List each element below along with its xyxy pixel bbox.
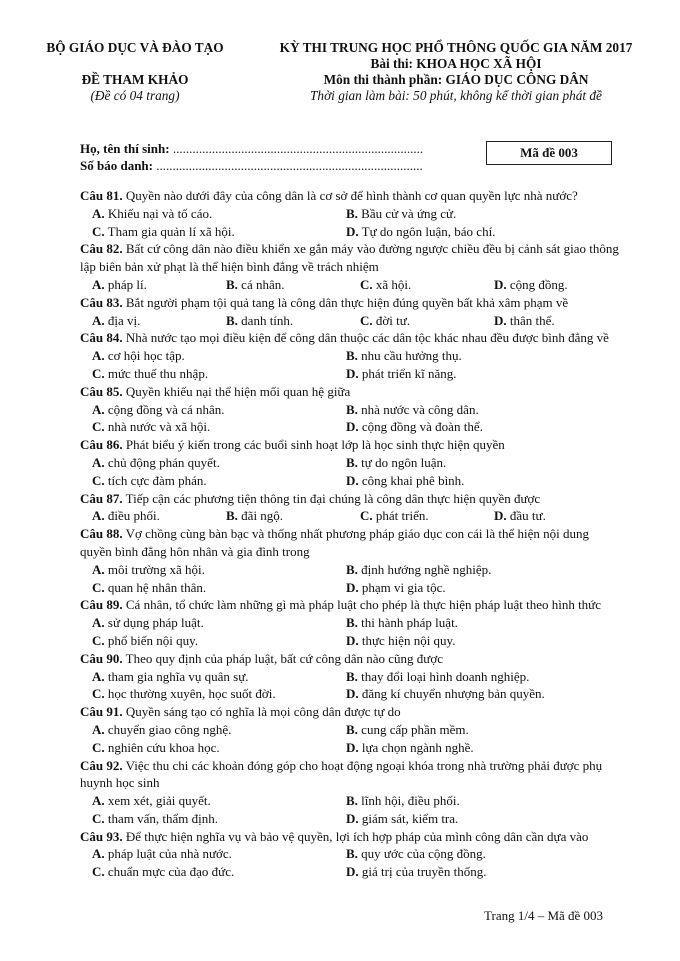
option-letter: B. [346, 793, 358, 809]
option-letter: D. [494, 312, 507, 328]
option-row [80, 365, 620, 383]
option-letter: C. [92, 810, 105, 826]
answer-option[interactable] [226, 312, 293, 330]
question-item [80, 436, 620, 489]
option-text: cộng đồng và cá nhân. [107, 401, 225, 417]
option-letter: C. [92, 686, 105, 702]
option-text: Khiếu nại và tố cáo. [107, 205, 213, 221]
option-letter: A. [92, 846, 105, 862]
option-text: xem xét, giải quyết. [107, 793, 211, 809]
option-letter: B. [226, 276, 238, 292]
option-letter: C. [92, 579, 105, 595]
option-letter: A. [92, 721, 105, 737]
question-text: Việc thu chi các khoản đóng góp cho hoạt động ngoại khóa trong nhà trường phải được phụ huynh học sinh [80, 757, 603, 791]
option-text: môi trường xã hội. [107, 561, 205, 577]
option-text: chuyển giao công nghệ. [107, 721, 232, 737]
answer-option[interactable] [92, 205, 212, 223]
option-text: cộng đồng. [509, 276, 568, 292]
option-text: nhu cầu hưởng thụ. [361, 348, 462, 364]
option-row [80, 685, 620, 703]
time-note: Thời gian làm bài: 50 phút, không kể thời gian phát đề [310, 88, 602, 103]
answer-option[interactable] [346, 632, 455, 650]
answer-option[interactable] [92, 312, 140, 330]
option-row [80, 454, 620, 472]
answer-option[interactable] [92, 454, 220, 472]
option-text: thay đổi loại hình doanh nghiệp. [361, 668, 530, 684]
name-field[interactable]: ............................................................................. [172, 141, 424, 156]
header-left [30, 40, 240, 104]
page-footer: Trang 1/4 – Mã đề 003 [484, 908, 604, 923]
option-letter: A. [92, 276, 105, 292]
question-stem [80, 436, 620, 454]
answer-option[interactable] [494, 507, 546, 525]
answer-option[interactable] [92, 579, 206, 597]
option-letter: C. [360, 276, 373, 292]
option-text: địa vị. [107, 312, 141, 328]
option-letter: B. [346, 846, 358, 862]
question-text: Quyền sáng tạo có nghĩa là mọi công dân được tự do [125, 704, 401, 720]
option-text: Tham gia quản lí xã hội. [107, 223, 235, 239]
option-letter: C. [92, 223, 105, 239]
option-row [80, 739, 620, 757]
option-row [80, 579, 620, 597]
option-text: cung cấp phần mềm. [361, 721, 469, 737]
answer-option[interactable] [92, 810, 218, 828]
question-number: Câu 82. [80, 241, 123, 257]
option-text: thực hiện nội quy. [361, 632, 456, 648]
exam-title: KỲ THI TRUNG HỌC PHỔ THÔNG QUỐC GIA NĂM 2017 [279, 40, 633, 55]
answer-option[interactable] [346, 347, 462, 365]
option-letter: B. [346, 615, 358, 631]
option-letter: C. [92, 864, 105, 880]
answer-option[interactable] [92, 739, 220, 757]
question-item [80, 703, 620, 756]
question-text: Quyền khiếu nại thể hiện mối quan hệ giữa [125, 383, 351, 399]
option-row [80, 863, 620, 881]
option-row [80, 347, 620, 365]
option-letter: C. [92, 365, 105, 381]
option-letter: D. [346, 472, 359, 488]
option-text: nhà nước và công dân. [361, 401, 479, 417]
option-letter: B. [346, 205, 358, 221]
option-text: giá trị của truyền thống. [361, 864, 487, 880]
option-letter: D. [346, 632, 359, 648]
doc-type: ĐỀ THAM KHẢO [81, 72, 189, 87]
answer-option[interactable] [92, 632, 198, 650]
question-stem [80, 240, 620, 276]
answer-option[interactable] [92, 863, 234, 881]
option-letter: C. [360, 508, 373, 524]
question-item [80, 240, 620, 293]
answer-option[interactable] [346, 418, 483, 436]
option-text: cộng đồng và đoàn thể. [361, 419, 483, 435]
answer-option[interactable] [360, 507, 429, 525]
option-row [80, 810, 620, 828]
ministry-name: BỘ GIÁO DỤC VÀ ĐÀO TẠO [46, 40, 224, 55]
option-row [80, 418, 620, 436]
option-letter: C. [360, 312, 373, 328]
option-text: chuẩn mực của đạo đức. [107, 864, 235, 880]
exam-code: Mã đề 003 [486, 141, 612, 165]
question-number: Câu 87. [80, 490, 123, 506]
option-row [80, 792, 620, 810]
question-number: Câu 90. [80, 650, 123, 666]
question-number: Câu 86. [80, 437, 123, 453]
answer-option[interactable] [92, 365, 208, 383]
answer-option[interactable] [346, 561, 491, 579]
option-text: Tự do ngôn luận, báo chí. [361, 223, 496, 239]
option-text: mức thuế thu nhập. [107, 365, 209, 381]
answer-option[interactable] [346, 668, 529, 686]
question-item [80, 650, 620, 703]
option-row [80, 312, 620, 330]
option-text: định hướng nghề nghiệp. [361, 561, 492, 577]
candidate-info [80, 141, 423, 174]
answer-option[interactable] [346, 454, 446, 472]
answer-option[interactable] [92, 472, 207, 490]
question-text: Bất cứ công dân nào điều khiển xe gắn máy vào đường ngược chiều đều bị cảnh sát giao thông lập biên bản xử phạt là thể hiện bình đẳng về trách nhiệm [80, 241, 619, 275]
answer-option[interactable] [92, 418, 210, 436]
question-item [80, 828, 620, 881]
option-letter: D. [494, 276, 507, 292]
option-row [80, 205, 620, 223]
option-letter: A. [92, 205, 105, 221]
option-letter: C. [92, 419, 105, 435]
option-row [80, 276, 620, 294]
option-text: thân thể. [509, 312, 555, 328]
option-text: phạm vi gia tộc. [361, 579, 446, 595]
answer-option[interactable] [346, 472, 464, 490]
option-letter: D. [346, 419, 359, 435]
answer-option[interactable] [92, 614, 204, 632]
option-text: học thường xuyên, học suốt đời. [107, 686, 276, 702]
option-text: Bầu cử và ứng cử. [361, 205, 457, 221]
option-letter: B. [226, 312, 238, 328]
question-stem [80, 596, 620, 614]
question-stem [80, 650, 620, 668]
answer-option[interactable] [346, 845, 486, 863]
question-text: Tiếp cận các phương tiện thông tin đại chúng là công dân thực hiện quyền được [125, 490, 541, 506]
option-text: quy ước của cộng đồng. [361, 846, 486, 862]
option-row [80, 668, 620, 686]
option-text: cá nhân. [241, 276, 285, 292]
option-text: đầu tư. [509, 508, 546, 524]
option-text: thi hành pháp luật. [361, 615, 458, 631]
option-letter: A. [92, 401, 105, 417]
option-text: tham gia nghĩa vụ quân sự. [107, 668, 249, 684]
question-item [80, 383, 620, 436]
answer-option[interactable] [346, 721, 469, 739]
answer-option[interactable] [346, 792, 460, 810]
question-number: Câu 89. [80, 597, 123, 613]
subject: Môn thi thành phần: GIÁO DỤC CÔNG DÂN [323, 72, 589, 87]
question-number: Câu 91. [80, 704, 123, 720]
option-row [80, 223, 620, 241]
answer-option[interactable] [346, 205, 456, 223]
option-letter: D. [346, 864, 359, 880]
option-letter: D. [346, 223, 359, 239]
option-letter: C. [92, 739, 105, 755]
option-letter: C. [92, 632, 105, 648]
option-letter: A. [92, 454, 105, 470]
id-field[interactable]: .................................................................................. [156, 157, 423, 173]
question-text: Bắt người phạm tội quả tang là công dân thực hiện đúng quyền bất khả xâm phạm về [125, 294, 569, 310]
question-text: Nhà nước tạo mọi điều kiện để công dân thuộc các dân tộc khác nhau đều được bình đẳng về [125, 330, 609, 346]
question-item [80, 757, 620, 828]
question-number: Câu 88. [80, 526, 123, 542]
question-text: Phát biểu ý kiến trong các buổi sinh hoạt lớp là học sinh thực hiện quyền [125, 437, 505, 453]
answer-option[interactable] [92, 223, 235, 241]
option-text: điều phối. [107, 508, 160, 524]
question-stem [80, 828, 620, 846]
option-row [80, 472, 620, 490]
question-list [80, 187, 620, 881]
option-row [80, 507, 620, 525]
name-label: Họ, tên thí sinh: [80, 141, 170, 156]
answer-option[interactable] [92, 668, 249, 686]
answer-option[interactable] [346, 863, 486, 881]
option-letter: A. [92, 615, 105, 631]
option-text: nhà nước và xã hội. [107, 419, 211, 435]
option-text: nghiên cứu khoa học. [107, 739, 220, 755]
question-stem [80, 294, 620, 312]
question-number: Câu 92. [80, 757, 123, 773]
question-stem [80, 187, 620, 205]
option-letter: D. [346, 579, 359, 595]
option-text: phổ biến nội quy. [107, 632, 199, 648]
answer-option[interactable] [92, 685, 276, 703]
question-stem [80, 490, 620, 508]
answer-option[interactable] [346, 739, 474, 757]
option-row [80, 845, 620, 863]
option-text: cơ hội học tập. [107, 348, 185, 364]
option-row [80, 401, 620, 419]
answer-option[interactable] [346, 579, 446, 597]
option-letter: B. [346, 721, 358, 737]
answer-option[interactable] [346, 401, 479, 419]
question-text: Quyền nào dưới đây của công dân là cơ sở để hình thành cơ quan quyền lực nhà nước? [125, 188, 578, 203]
answer-option[interactable] [346, 614, 458, 632]
question-number: Câu 85. [80, 383, 123, 399]
question-item [80, 490, 620, 526]
option-letter: D. [346, 739, 359, 755]
question-stem [80, 525, 620, 561]
option-letter: A. [92, 561, 105, 577]
option-text: phát triển. [375, 508, 429, 524]
option-text: đãi ngộ. [241, 508, 284, 524]
question-stem [80, 329, 620, 347]
question-stem [80, 383, 620, 401]
option-row [80, 614, 620, 632]
header-right [252, 40, 660, 104]
option-text: phát triển kĩ năng. [361, 365, 457, 381]
option-text: đăng kí chuyển nhượng bản quyền. [361, 686, 545, 702]
answer-option[interactable] [92, 792, 211, 810]
answer-option[interactable] [346, 365, 456, 383]
option-text: công khai phê bình. [361, 472, 465, 488]
question-text: Theo quy định của pháp luật, bất cứ công dân nào cũng được [125, 650, 443, 666]
option-text: danh tính. [241, 312, 294, 328]
answer-option[interactable] [494, 312, 555, 330]
option-letter: B. [226, 508, 238, 524]
option-letter: A. [92, 793, 105, 809]
option-letter: A. [92, 668, 105, 684]
option-letter: B. [346, 348, 358, 364]
option-text: tự do ngôn luận. [361, 454, 447, 470]
answer-option[interactable] [92, 347, 185, 365]
id-label: Số báo danh: [80, 157, 153, 173]
answer-option[interactable] [92, 845, 232, 863]
option-text: lĩnh hội, điều phối. [361, 793, 460, 809]
option-letter: B. [346, 401, 358, 417]
question-item [80, 596, 620, 649]
answer-option[interactable] [92, 561, 205, 579]
option-letter: A. [92, 348, 105, 364]
pages-note: (Đề có 04 trang) [90, 88, 180, 103]
question-text: Để thực hiện nghĩa vụ và bảo vệ quyền, lợi ích hợp pháp của mình công dân cần dựa vào [125, 828, 589, 844]
question-item [80, 329, 620, 382]
option-text: xã hội. [375, 276, 412, 292]
option-letter: B. [346, 454, 358, 470]
question-number: Câu 84. [80, 330, 123, 346]
question-number: Câu 81. [80, 188, 123, 203]
option-letter: B. [346, 561, 358, 577]
question-item [80, 187, 620, 240]
option-text: sử dụng pháp luật. [107, 615, 204, 631]
option-text: lựa chọn ngành nghề. [361, 739, 474, 755]
option-text: đời tư. [375, 312, 411, 328]
answer-option[interactable] [92, 276, 147, 294]
option-letter: A. [92, 508, 105, 524]
question-number: Câu 93. [80, 828, 123, 844]
question-stem [80, 703, 620, 721]
answer-option[interactable] [360, 276, 411, 294]
option-text: chủ động phán quyết. [107, 454, 220, 470]
answer-option[interactable] [360, 312, 410, 330]
option-text: pháp lí. [107, 276, 147, 292]
answer-option[interactable] [92, 507, 160, 525]
option-row [80, 632, 620, 650]
option-text: quan hệ nhân thân. [107, 579, 207, 595]
option-text: pháp luật của nhà nước. [107, 846, 232, 862]
option-letter: C. [92, 472, 105, 488]
question-text: Cá nhân, tổ chức làm những gì mà pháp luật cho phép là thực hiện pháp luật theo hình thức [125, 597, 601, 613]
option-row [80, 561, 620, 579]
answer-option[interactable] [346, 223, 495, 241]
question-text: Vợ chồng cùng bàn bạc và thống nhất phương pháp giáo dục con cái là thể hiện nội dung quyền bình đẳng hôn nhân và gia đình trong [80, 526, 590, 559]
question-number: Câu 83. [80, 294, 123, 310]
option-letter: D. [346, 686, 359, 702]
answer-option[interactable] [92, 721, 231, 739]
option-row [80, 721, 620, 739]
answer-option[interactable] [346, 810, 458, 828]
option-letter: D. [346, 810, 359, 826]
question-stem [80, 757, 620, 793]
option-text: giám sát, kiểm tra. [361, 810, 459, 826]
option-letter: D. [494, 508, 507, 524]
answer-option[interactable] [494, 276, 568, 294]
question-item [80, 525, 620, 596]
question-item [80, 294, 620, 330]
exam-section: Bài thi: KHOA HỌC XÃ HỘI [370, 56, 542, 71]
option-letter: B. [346, 668, 358, 684]
option-text: tích cực đàm phán. [107, 472, 207, 488]
answer-option[interactable] [92, 401, 225, 419]
answer-option[interactable] [226, 507, 283, 525]
option-letter: A. [92, 312, 105, 328]
answer-option[interactable] [226, 276, 284, 294]
option-letter: D. [346, 365, 359, 381]
option-text: tham vấn, thẩm định. [107, 810, 219, 826]
answer-option[interactable] [346, 685, 545, 703]
